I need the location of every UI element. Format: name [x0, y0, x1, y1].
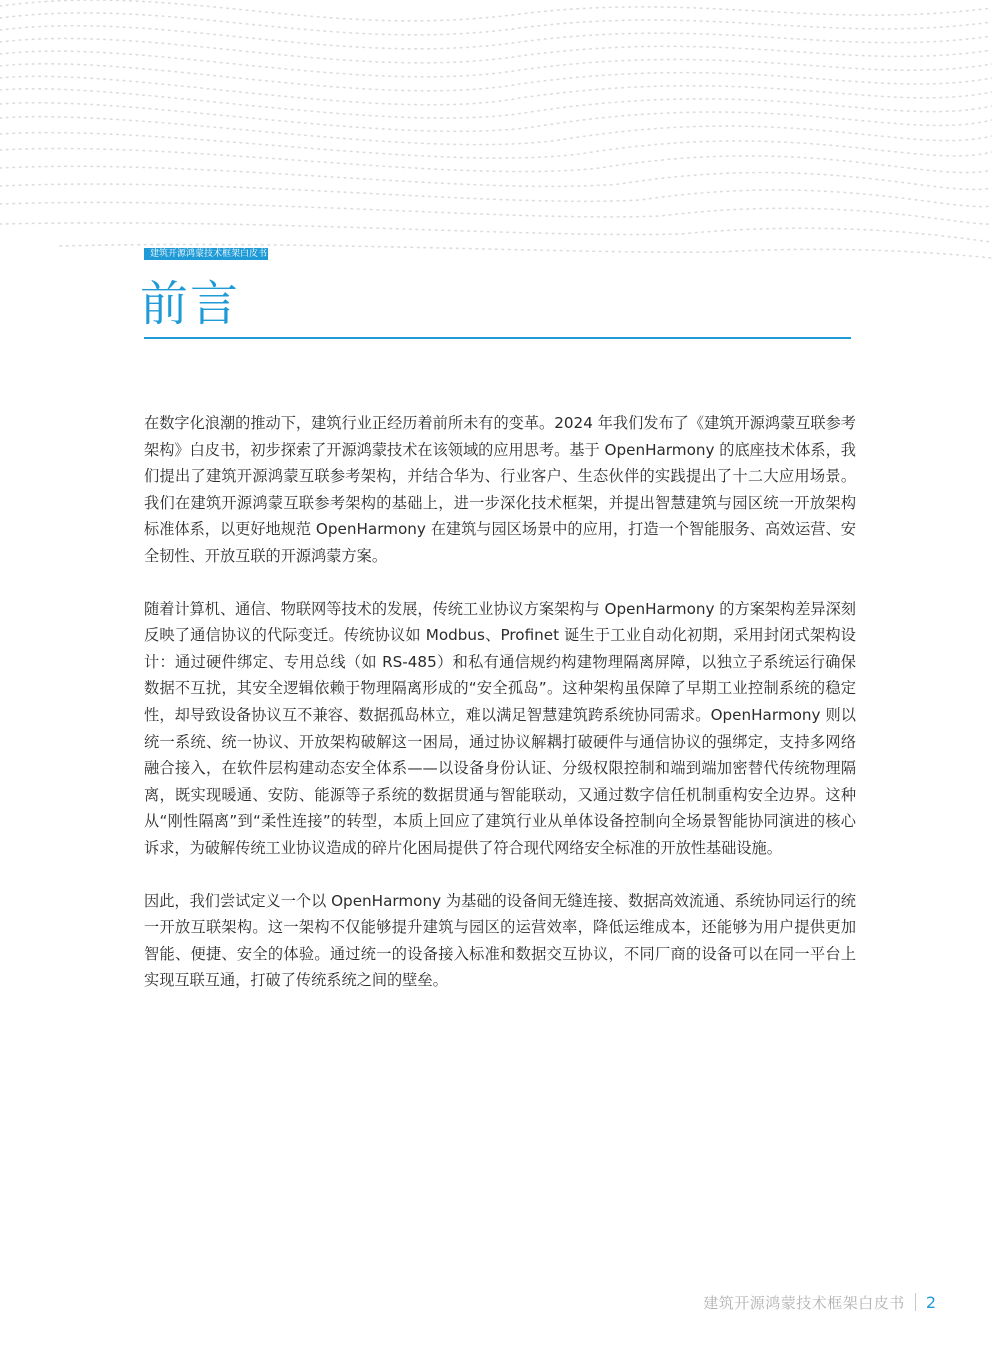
body-content [144, 410, 856, 994]
document-tag: 建筑开源鸿蒙技术框架白皮书 [144, 248, 268, 260]
footer-book-title: 建筑开源鸿蒙技术框架白皮书 [703, 1293, 905, 1312]
wave-pattern-decoration [0, 0, 992, 270]
paragraph-3: 因此，我们尝试定义一个以 OpenHarmony 为基础的设备间无缝连接、数据高效流通、系统协同运行的统一开放互联架构。这一架构不仅能够提升建筑与园区的运营效率，降低运维成本，还能够为用户提供更加智能、便捷、安全的体验。通过统一的设备接入标准和数据交互协议，不同厂商的设备可以在同一平台上实现互联互通，打破了传统系统之间的壁垒。 [144, 891, 856, 990]
page-title: 前言 [140, 276, 241, 332]
title-divider [144, 337, 851, 339]
paragraph-1: 在数字化浪潮的推动下，建筑行业正经历着前所未有的变革。2024 年我们发布了《建筑开源鸿蒙互联参考架构》白皮书，初步探索了开源鸿蒙技术在该领域的应用思考。基于 OpenHarmony 的底座技术体系，我们提出了建筑开源鸿蒙互联参考架构，并结合华为、行业客户、生态伙伴的实践提出了十二大应用场景。我们在建筑开源鸿蒙互联参考架构的基础上，进一步深化技术框架，并提出智慧建筑与园区统一开放架构标准体系，以更好地规范 OpenHarmony 在建筑与园区场景中的应用，打造一个智能服务、高效运营、安全韧性、开放互联的开源鸿蒙方案。 [144, 414, 856, 565]
page-number: 2 [925, 1292, 936, 1312]
paragraph-2: 随着计算机、通信、物联网等技术的发展，传统工业协议方案架构与 OpenHarmony 的方案架构差异深刻反映了通信协议的代际变迁。传统协议如 Modbus、Profinet 诞生于工业自动化初期，采用封闭式架构设计：通过硬件绑定、专用总线（如 RS-485）和私有通信规约构建物理隔离屏障，以独立子系统运行确保数据不互扰，其安全逻辑依赖于物理隔离形成的“安全孤岛”。这种架构虽保障了早期工业控制系统的稳定性，却导致设备协议互不兼容、数据孤岛林立，难以满足智慧建筑跨系统协同需求。OpenHarmony 则以统一系统、统一协议、开放架构破解这一困局，通过协议解耦打破硬件与通信协议的强绑定，支持多网络融合接入，在软件层构建动态安全体系——以设备身份认证、分级权限控制和端到端加密替代传统物理隔离，既实现暖通、安防、能源等子系统的数据贯通与智能联动，又通过数字信任机制重构安全边界。这种从“刚性隔离”到“柔性连接”的转型，本质上回应了建筑行业从单体设备控制向全场景智能协同演进的核心诉求，为破解传统工业协议造成的碎片化困局提供了符合现代网络安全标准的开放性基础设施。 [144, 599, 856, 857]
page-footer [703, 1290, 936, 1314]
footer-separator [915, 1293, 916, 1311]
